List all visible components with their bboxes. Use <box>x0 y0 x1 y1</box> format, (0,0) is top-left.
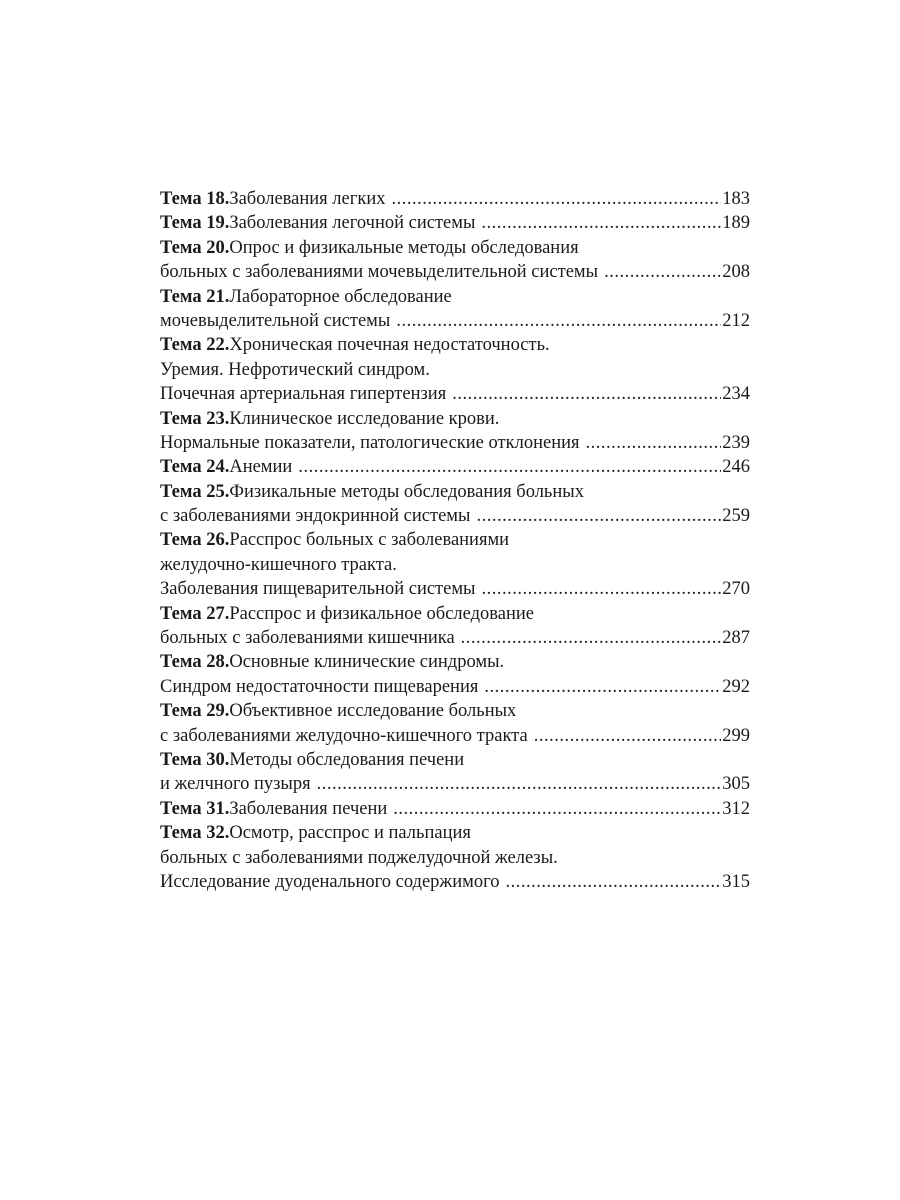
toc-page-number: 189 <box>722 213 750 234</box>
toc-entry-line <box>160 870 750 894</box>
toc-page-number: 287 <box>722 628 750 649</box>
toc-entry[interactable] <box>160 821 750 894</box>
dot-leader <box>396 309 721 333</box>
toc-topic-prefix: Тема <box>160 481 202 502</box>
toc-topic-num: 28. <box>206 652 230 673</box>
toc-entry-title: Заболевания печени <box>229 798 388 819</box>
toc-topic-prefix: Тема <box>160 237 202 258</box>
toc-entry-line <box>160 724 750 748</box>
toc-page-number: 299 <box>722 725 750 746</box>
toc-entry-title: больных с заболеваниями мочевыделительной системы <box>160 262 599 283</box>
toc-entry[interactable] <box>160 211 750 235</box>
toc-entry-line <box>160 772 750 796</box>
toc-page-number: 212 <box>722 310 750 331</box>
toc-page-number: 315 <box>722 871 750 892</box>
toc-entry-title: Методы обследования печени <box>229 749 465 770</box>
toc-entry-line <box>160 528 750 552</box>
toc-entry[interactable] <box>160 748 750 797</box>
dot-leader <box>452 382 721 406</box>
toc-topic-number <box>160 650 229 674</box>
toc-page-number: 183 <box>722 189 750 209</box>
toc-entry-title: мочевыделительной системы <box>160 310 391 331</box>
toc-entry-title: с заболеваниями эндокринной системы <box>160 506 471 527</box>
toc-topic-num: 24. <box>206 457 230 478</box>
toc-topic-num: 26. <box>206 530 230 551</box>
toc-entry-title: Расспрос и физикальное обследование <box>229 603 534 624</box>
toc-topic-number <box>160 528 229 552</box>
toc-topic-num: 23. <box>206 408 230 429</box>
toc-entry-title: Почечная артериальная гипертензия <box>160 384 447 405</box>
toc-entry-title: больных с заболеваниями кишечника <box>160 628 455 649</box>
toc-entry-line <box>160 260 750 284</box>
toc-entry-line <box>160 577 750 601</box>
toc-page-number: 259 <box>722 506 750 527</box>
toc-entry-line <box>160 309 750 333</box>
toc-topic-number <box>160 480 229 504</box>
toc-entry-line <box>160 333 750 357</box>
toc-entry[interactable] <box>160 187 750 211</box>
dot-leader <box>604 260 721 284</box>
toc-topic-number <box>160 748 229 772</box>
toc-entry-line <box>160 480 750 504</box>
toc-entry-title: Клиническое исследование крови. <box>229 408 500 429</box>
toc-topic-number <box>160 187 229 211</box>
toc-entry-title: Осмотр, расспрос и пальпация <box>229 823 471 844</box>
toc-topic-prefix: Тема <box>160 701 202 722</box>
toc-topic-number <box>160 699 229 723</box>
toc-entry[interactable] <box>160 650 750 699</box>
toc-topic-prefix: Тема <box>160 798 202 819</box>
toc-topic-num: 19. <box>206 213 230 234</box>
toc-entry-line <box>160 626 750 650</box>
toc-topic-number <box>160 407 229 431</box>
toc-entry-line <box>160 602 750 626</box>
toc-page-number: 239 <box>722 432 750 453</box>
toc-topic-number <box>160 285 229 309</box>
toc-entry[interactable] <box>160 602 750 651</box>
dot-leader <box>484 675 721 699</box>
toc-topic-number <box>160 455 229 479</box>
dot-leader <box>482 577 722 601</box>
toc-topic-prefix: Тема <box>160 408 202 429</box>
toc-entry-line <box>160 675 750 699</box>
toc-entry-line <box>160 187 750 211</box>
toc-topic-number <box>160 602 229 626</box>
toc-entry-line <box>160 358 750 382</box>
toc-topic-num: 30. <box>206 749 230 770</box>
toc-entry-title: Опрос и физикальные методы обследования <box>229 237 579 258</box>
toc-topic-num: 20. <box>206 237 230 258</box>
toc-topic-number <box>160 797 229 821</box>
dot-leader <box>461 626 722 650</box>
toc-entry[interactable] <box>160 455 750 479</box>
toc-topic-num: 22. <box>206 335 230 356</box>
toc-entry[interactable] <box>160 797 750 821</box>
toc-entry-title: Исследование дуоденального содержимого <box>160 871 500 892</box>
toc-topic-num: 27. <box>206 603 230 624</box>
toc-entry-line <box>160 650 750 674</box>
toc-entry-title: Объективное исследование больных <box>229 701 517 722</box>
toc-entry[interactable] <box>160 699 750 748</box>
toc-entry-line <box>160 431 750 455</box>
toc-entry[interactable] <box>160 333 750 406</box>
dot-leader <box>393 797 721 821</box>
dot-leader <box>481 211 721 235</box>
toc-topic-num: 25. <box>206 481 230 502</box>
toc-topic-num: 18. <box>206 189 230 209</box>
toc-entry-line <box>160 797 750 821</box>
toc-topic-prefix: Тема <box>160 213 202 234</box>
table-of-contents <box>160 187 750 894</box>
toc-topic-num: 29. <box>206 701 230 722</box>
toc-entry-title: Заболевания легочной системы <box>229 213 476 234</box>
toc-topic-number <box>160 211 229 235</box>
toc-entry-title: Физикальные методы обследования больных <box>229 481 584 502</box>
toc-page-number: 208 <box>722 262 750 283</box>
toc-entry-line <box>160 382 750 406</box>
toc-topic-prefix: Тема <box>160 603 202 624</box>
toc-topic-num: 21. <box>206 286 230 307</box>
toc-entry-line <box>160 846 750 870</box>
toc-topic-prefix: Тема <box>160 189 202 209</box>
toc-entry[interactable] <box>160 407 750 456</box>
toc-entry-line <box>160 748 750 772</box>
toc-entry-line <box>160 699 750 723</box>
dot-leader <box>586 431 722 455</box>
toc-entry-title: больных с заболеваниями поджелудочной железы. <box>160 847 558 868</box>
toc-topic-number <box>160 333 229 357</box>
dot-leader <box>317 772 722 796</box>
toc-entry-line <box>160 236 750 260</box>
toc-entry-title: Анемии <box>229 457 293 478</box>
toc-topic-prefix: Тема <box>160 749 202 770</box>
toc-topic-prefix: Тема <box>160 286 202 307</box>
toc-entry-line <box>160 211 750 235</box>
toc-entry-line <box>160 285 750 309</box>
toc-topic-prefix: Тема <box>160 457 202 478</box>
toc-entry[interactable] <box>160 528 750 601</box>
toc-entry-title: Лабораторное обследование <box>229 286 452 307</box>
toc-topic-prefix: Тема <box>160 823 202 844</box>
toc-topic-number <box>160 821 229 845</box>
toc-entry-title: с заболеваниями желудочно-кишечного тракта <box>160 725 528 746</box>
toc-entry-line <box>160 504 750 528</box>
toc-page-number: 312 <box>722 798 750 819</box>
toc-page-number: 292 <box>722 676 750 697</box>
toc-topic-prefix: Тема <box>160 335 202 356</box>
toc-topic-num: 32. <box>206 823 230 844</box>
toc-page-number: 234 <box>722 384 750 405</box>
toc-entry-title: Основные клинические синдромы. <box>229 652 505 673</box>
toc-entry-title: Уремия. Нефротический синдром. <box>160 359 430 380</box>
toc-entry-title: желудочно-кишечного тракта. <box>160 554 397 575</box>
dot-leader <box>298 455 721 479</box>
toc-entry-title: Нормальные показатели, патологические отклонения <box>160 432 580 453</box>
toc-topic-number <box>160 236 229 260</box>
dot-leader <box>391 187 721 211</box>
toc-topic-prefix: Тема <box>160 652 202 673</box>
toc-page-number: 305 <box>722 774 750 795</box>
dot-leader <box>476 504 721 528</box>
toc-entry-line <box>160 407 750 431</box>
toc-entry[interactable] <box>160 236 750 285</box>
toc-entry-title: Расспрос больных с заболеваниями <box>229 530 510 551</box>
toc-entry-title: Заболевания пищеварительной системы <box>160 579 476 600</box>
toc-entry-title: и желчного пузыря <box>160 774 311 795</box>
toc-page-number: 246 <box>722 457 750 478</box>
toc-page-number: 270 <box>722 579 750 600</box>
toc-entry-title: Заболевания легких <box>229 189 386 209</box>
toc-entry[interactable] <box>160 285 750 334</box>
toc-topic-num: 31. <box>206 798 230 819</box>
dot-leader <box>505 870 721 894</box>
toc-entry-line <box>160 553 750 577</box>
toc-entry[interactable] <box>160 480 750 529</box>
toc-entry-line <box>160 455 750 479</box>
toc-topic-prefix: Тема <box>160 530 202 551</box>
toc-entry-line <box>160 821 750 845</box>
toc-entry-title: Синдром недостаточности пищеварения <box>160 676 479 697</box>
toc-entry-title: Хроническая почечная недостаточность. <box>229 335 550 356</box>
dot-leader <box>534 724 722 748</box>
